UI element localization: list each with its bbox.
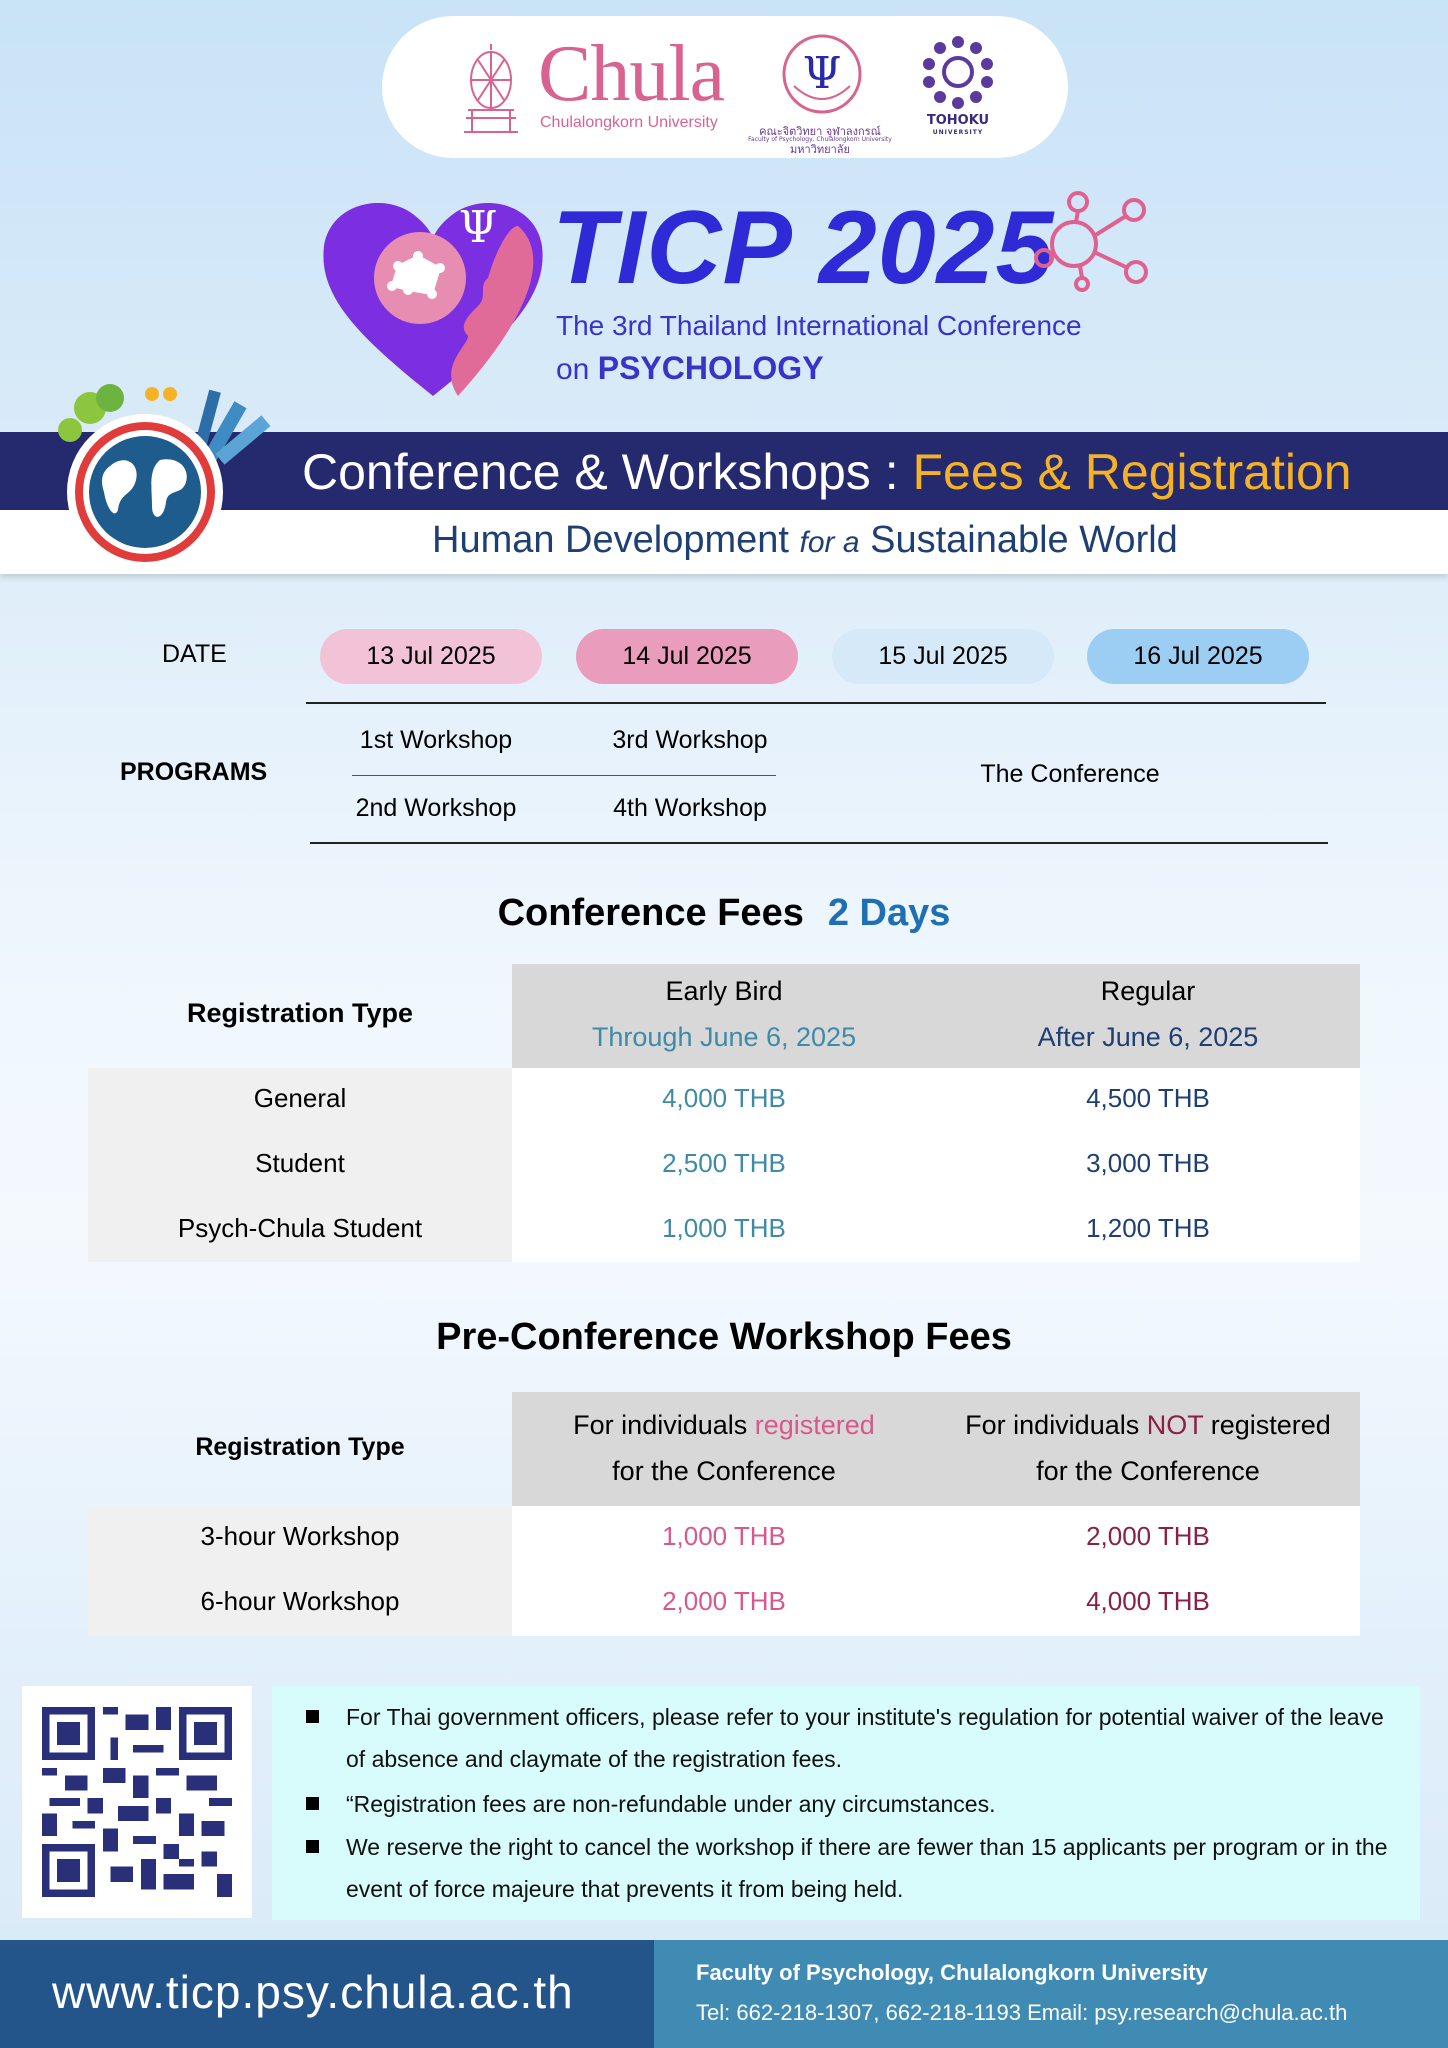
bullet-icon <box>306 1710 319 1723</box>
workshop-label: 1st Workshop <box>359 726 513 754</box>
svg-text:Ψ: Ψ <box>802 48 842 99</box>
conference-fees-title <box>0 892 1448 935</box>
psychology-emblem-icon <box>780 32 864 116</box>
early-bird-date: Through June 6, 2025 <box>591 1022 857 1052</box>
table-row-label: General <box>253 1083 347 1113</box>
event-title: TICP 2025 <box>552 190 1055 306</box>
registered-header-line2: for the Conference <box>612 1456 836 1486</box>
banner-title-accent: Fees & Registration <box>912 444 1352 500</box>
registered-header <box>512 1402 936 1448</box>
not-registered-header <box>936 1402 1360 1448</box>
workshop-label: 3rd Workshop <box>612 726 768 754</box>
tagline-part2: Sustainable World <box>859 519 1178 561</box>
heart-brain-icon <box>318 186 548 406</box>
tohoku-wordmark: TOHOKU <box>926 113 990 128</box>
early-bird-fee: 1,000 THB <box>662 1213 786 1243</box>
footer-contact: Tel: 662-218-1307, 662-218-1193 Email: psy.research@chula.ac.th <box>696 2000 1348 2025</box>
footer-contact-panel <box>654 1940 1448 2048</box>
registered-header-prefix: For individuals <box>573 1410 755 1440</box>
tohoku-emblem-icon <box>920 34 996 110</box>
chula-emblem-icon <box>458 40 524 140</box>
date-pill: 14 Jul 2025 <box>576 629 798 684</box>
date-pill: 16 Jul 2025 <box>1087 629 1309 684</box>
regular-header: Regular <box>1100 976 1196 1006</box>
network-icon <box>1030 188 1150 292</box>
banner-title-main: Conference & Workshops : <box>302 444 913 500</box>
table-row-label: 3-hour Workshop <box>200 1521 400 1551</box>
early-bird-fee: 4,000 THB <box>662 1083 786 1113</box>
regular-fee: 4,500 THB <box>1086 1083 1210 1113</box>
regular-fee: 1,200 THB <box>1086 1213 1210 1243</box>
bullet-icon <box>306 1840 319 1853</box>
conference-fees-title-text: Conference Fees <box>497 892 804 934</box>
note-item: We reserve the right to cancel the workshop if there are fewer than 15 applicants per program or in the event of force majeure that prevents it from being held. <box>346 1834 1388 1902</box>
not-registered-fee: 4,000 THB <box>1086 1586 1210 1616</box>
table-row-label: 6-hour Workshop <box>200 1586 400 1616</box>
subtitle-on-text: on <box>556 353 590 386</box>
banner-title <box>302 440 1352 504</box>
banner-tagline <box>432 514 1178 569</box>
workshop-label: 4th Workshop <box>613 794 767 822</box>
programs-label: PROGRAMS <box>120 758 268 786</box>
conference-days: 2 Days <box>827 892 951 934</box>
not-registered-fee: 2,000 THB <box>1086 1521 1210 1551</box>
registration-type-header: Registration Type <box>195 1433 405 1461</box>
date-pill: 13 Jul 2025 <box>320 629 542 684</box>
tohoku-subtitle: UNIVERSITY <box>932 129 984 136</box>
conference-label: The Conference <box>980 760 1160 788</box>
event-topic <box>556 350 824 387</box>
not-registered-header-line2: for the Conference <box>1036 1456 1260 1486</box>
tagline-italic: for a <box>799 526 860 559</box>
schedule-divider <box>310 842 1328 844</box>
early-bird-header: Early Bird <box>665 976 783 1006</box>
globe-icon <box>40 370 280 570</box>
note-item: “Registration fees are non-refundable under any circumstances. <box>346 1791 996 1817</box>
date-pill: 15 Jul 2025 <box>832 629 1054 684</box>
workshop-fees-title: Pre-Conference Workshop Fees <box>436 1316 1012 1358</box>
subtitle-topic-text: PSYCHOLOGY <box>597 350 824 386</box>
workshop-divider <box>352 775 776 776</box>
early-bird-fee: 2,500 THB <box>662 1148 786 1178</box>
chula-subtitle: Chulalongkorn University <box>540 114 718 131</box>
event-subtitle: The 3rd Thailand International Conference <box>556 310 1082 341</box>
footer-organization: Faculty of Psychology, Chulalongkorn University <box>696 1960 1208 1985</box>
regular-fee: 3,000 THB <box>1086 1148 1210 1178</box>
chula-wordmark: Chula <box>538 30 725 118</box>
tagline-part1: Human Development <box>432 519 800 561</box>
registered-fee: 2,000 THB <box>662 1586 786 1616</box>
workshop-label: 2nd Workshop <box>355 794 517 822</box>
date-label: DATE <box>162 640 227 668</box>
table-row-label: Student <box>255 1148 345 1178</box>
svg-text:Ψ: Ψ <box>458 202 498 253</box>
note-item: For Thai government officers, please refer to your institute's regulation for potential waiver of the leave of absence and claymate of the registration fees. <box>346 1704 1384 1772</box>
registration-type-header: Registration Type <box>186 998 414 1028</box>
registered-fee: 1,000 THB <box>662 1521 786 1551</box>
psychology-faculty-english: Faculty of Psychology, Chulalongkorn University <box>748 136 892 143</box>
psychology-faculty-thai: คณะจิตวิทยา จุฬาลงกรณ์มหาวิทยาลัย <box>759 125 881 156</box>
table-row-label: Psych-Chula Student <box>177 1213 423 1243</box>
schedule-divider <box>306 702 1326 704</box>
regular-date: After June 6, 2025 <box>1037 1022 1259 1052</box>
bullet-icon <box>306 1797 319 1810</box>
qr-code-icon[interactable] <box>42 1704 232 1900</box>
website-link[interactable]: www.ticp.psy.chula.ac.th <box>52 1966 574 2018</box>
registered-header-accent: registered <box>754 1410 875 1440</box>
not-registered-header-prefix: For individuals <box>965 1410 1147 1440</box>
not-registered-header-suffix: registered <box>1203 1410 1331 1440</box>
not-registered-header-accent: NOT <box>1146 1410 1204 1440</box>
